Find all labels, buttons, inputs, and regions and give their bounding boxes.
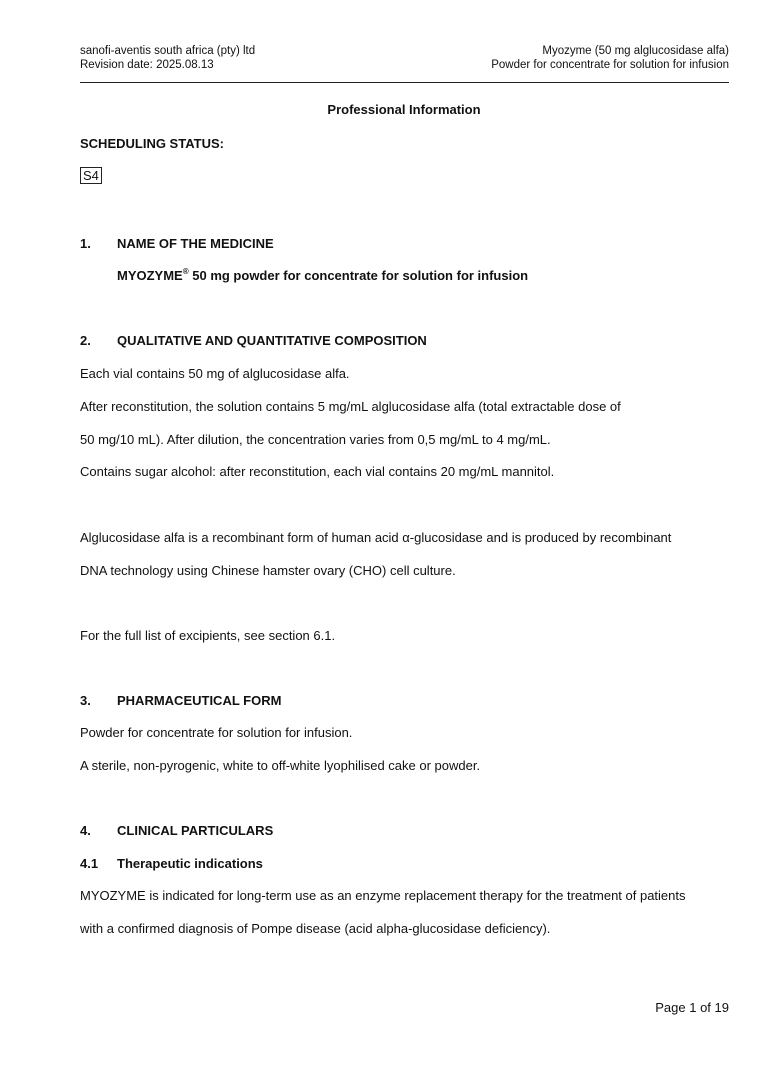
composition-line: After reconstitution, the solution contains 5 mg/mL alglucosidase alfa (total extractable dose of [80,399,621,414]
scheduling-label: SCHEDULING STATUS: [80,136,224,151]
form-line: Powder for concentrate for solution for infusion. [80,725,353,740]
section-2-number: 2. [80,333,91,348]
composition-line: Alglucosidase alfa is a recombinant form of human acid α-glucosidase and is produced by recombinant [80,530,672,545]
composition-line: DNA technology using Chinese hamster ovary (CHO) cell culture. [80,563,456,578]
section-4-title: CLINICAL PARTICULARS [117,823,274,838]
section-3-number: 3. [80,693,91,708]
scheduling-status-box: S4 [80,167,102,184]
subsection-4-1-title: Therapeutic indications [117,856,263,871]
section-2-title: QUALITATIVE AND QUANTITATIVE COMPOSITION [117,333,427,348]
section-1-title: NAME OF THE MEDICINE [117,236,274,251]
indication-line: MYOZYME is indicated for long-term use as an enzyme replacement therapy for the treatment of patients [80,888,686,903]
excipients-reference: For the full list of excipients, see section 6.1. [80,628,336,643]
indication-line: with a confirmed diagnosis of Pompe disease (acid alpha-glucosidase deficiency). [80,921,551,936]
section-3-title: PHARMACEUTICAL FORM [117,693,282,708]
composition-line: 50 mg/10 mL). After dilution, the concentration varies from 0,5 mg/mL to 4 mg/mL. [80,432,551,447]
header-revision-date: Revision date: 2025.08.13 [80,59,214,71]
medicine-description: 50 mg powder for concentrate for solution for infusion [188,268,529,283]
header-company: sanofi-aventis south africa (pty) ltd [80,45,256,57]
subsection-4-1-number: 4.1 [80,856,99,871]
medicine-name [117,268,528,283]
header-product: Myozyme (50 mg alglucosidase alfa) [542,45,729,57]
form-line: A sterile, non-pyrogenic, white to off-white lyophilised cake or powder. [80,758,481,773]
composition-line: Each vial contains 50 mg of alglucosidase alfa. [80,366,350,381]
header-rule [80,82,729,83]
composition-line: Contains sugar alcohol: after reconstitution, each vial contains 20 mg/mL mannitol. [80,464,555,479]
header-form: Powder for concentrate for solution for infusion [491,59,729,71]
registered-mark: ® [182,267,189,276]
medicine-brand: MYOZYME [117,268,183,283]
page-number: Page 1 of 19 [655,1000,729,1015]
document-title: Professional Information [327,102,481,117]
section-4-number: 4. [80,823,91,838]
section-1-number: 1. [80,236,91,251]
